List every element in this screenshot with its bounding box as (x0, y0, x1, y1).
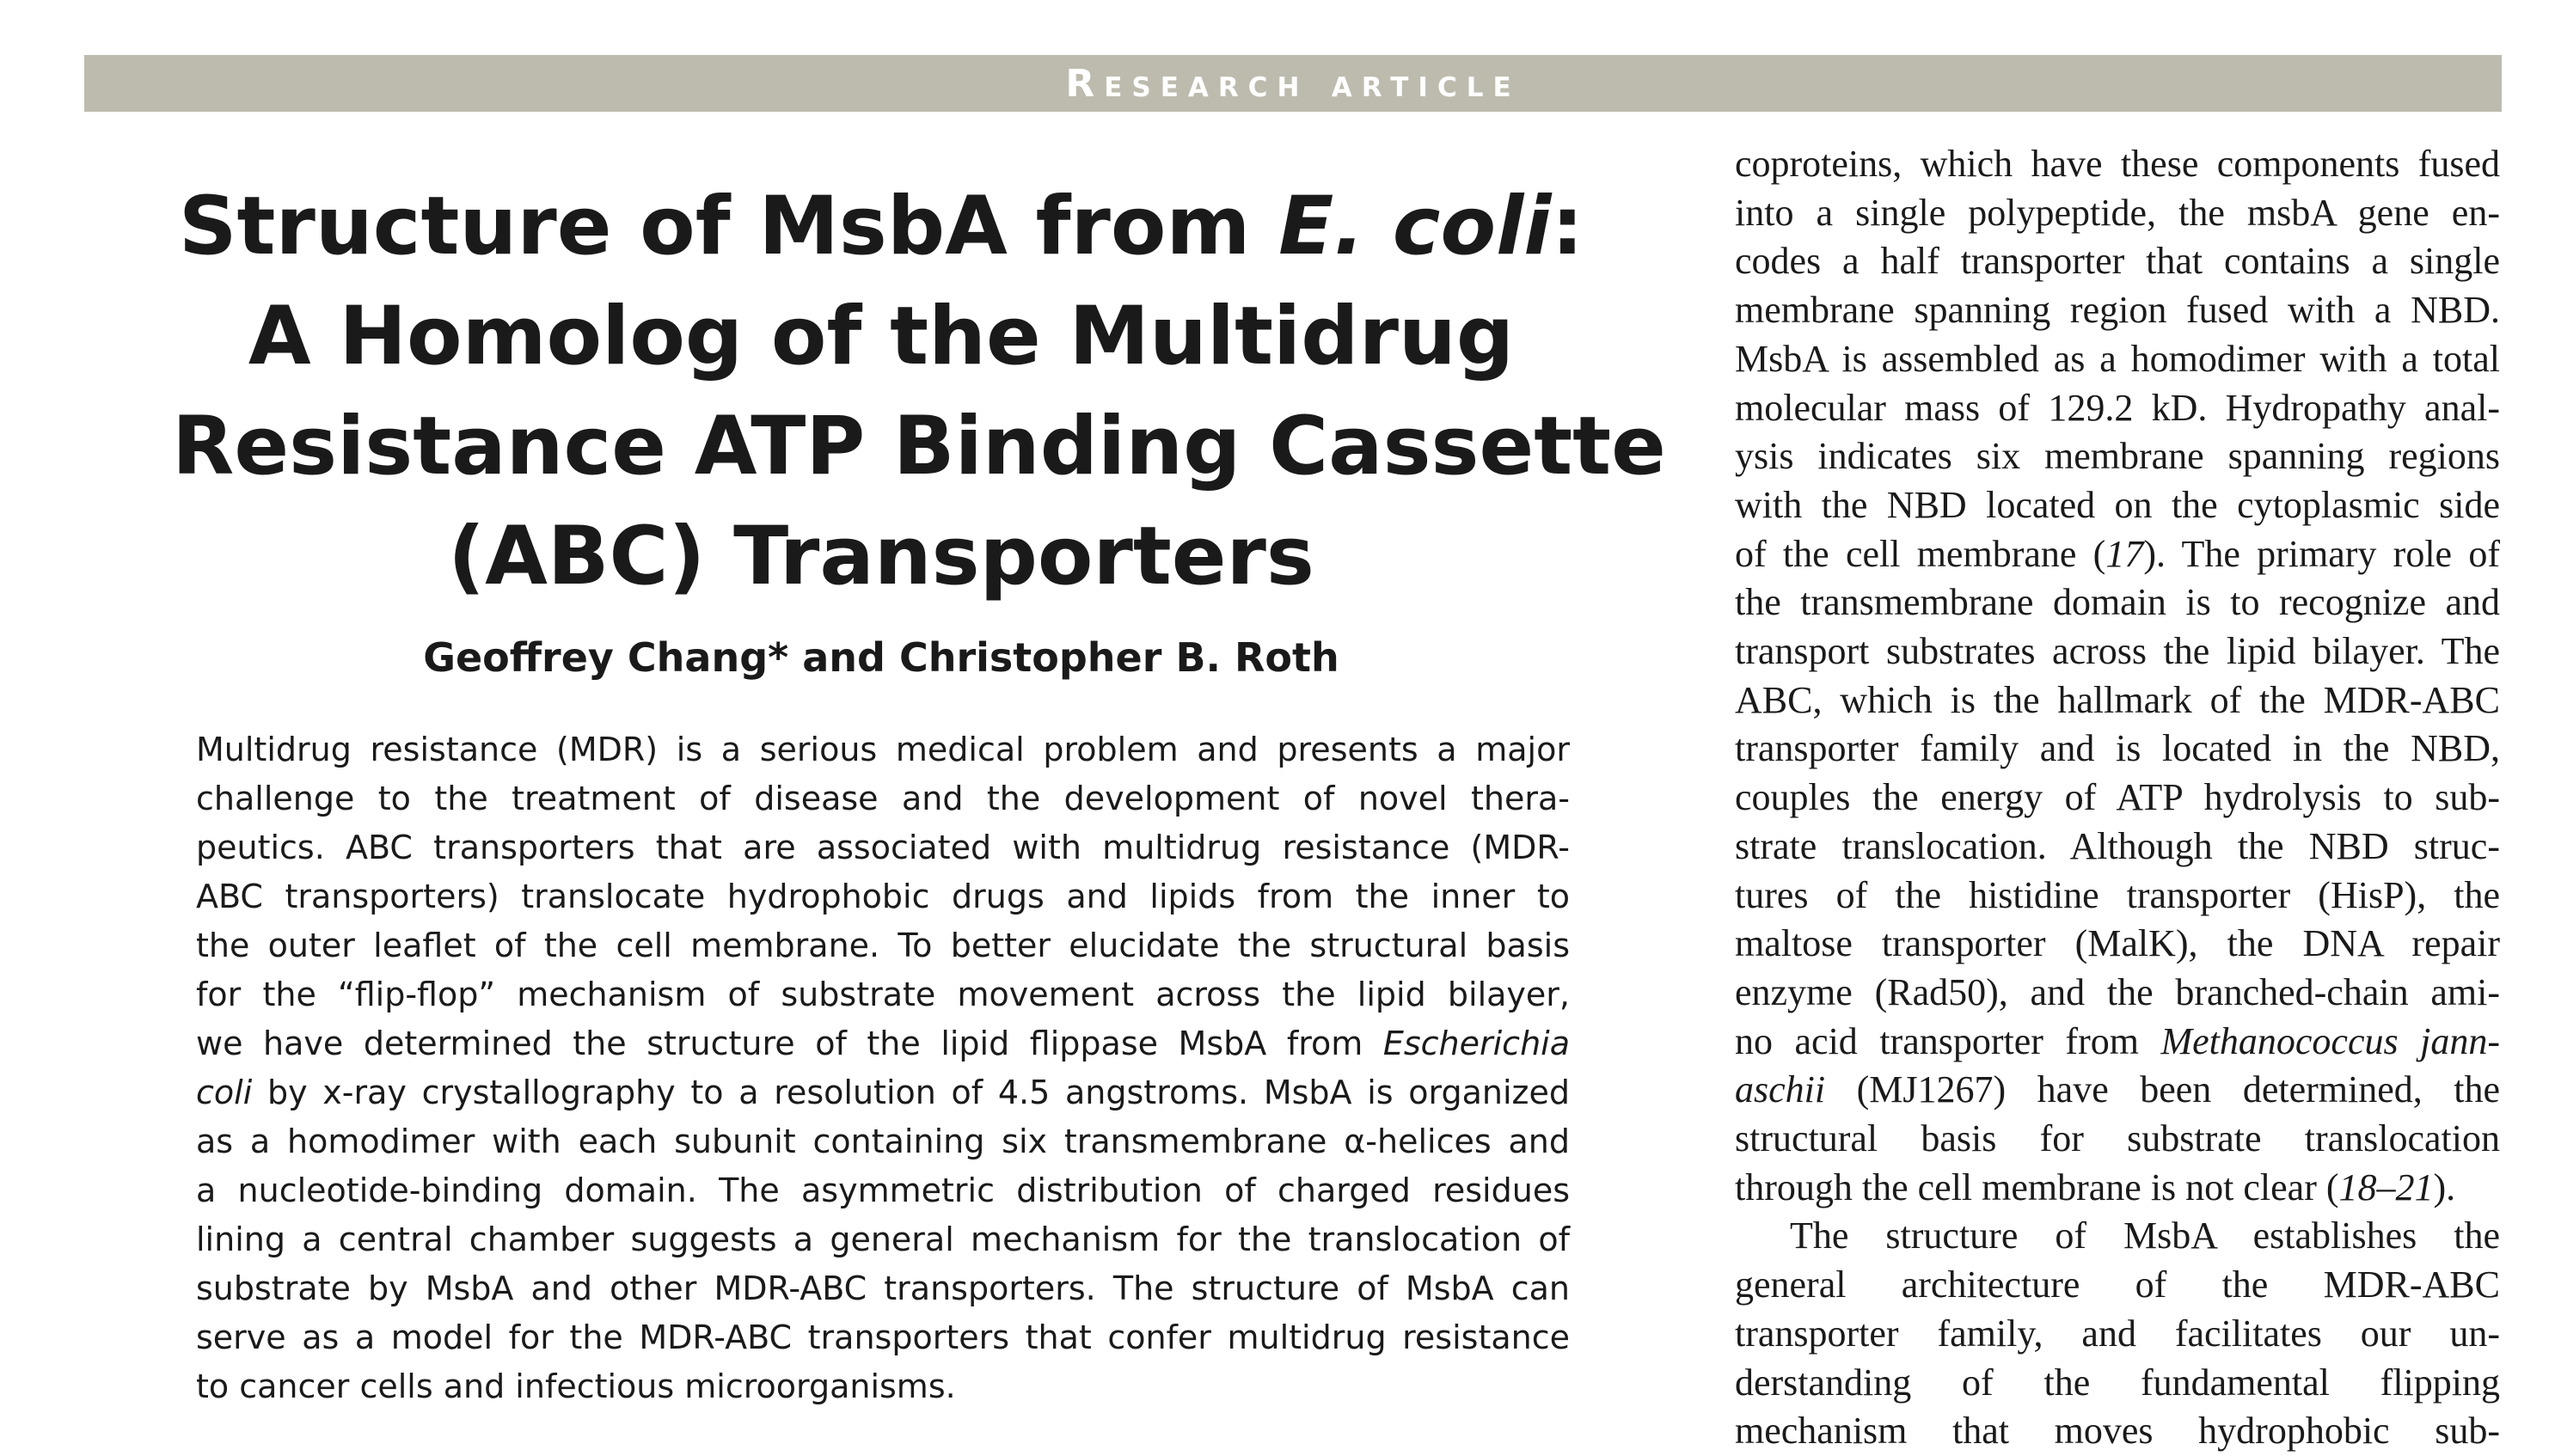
title-segment: : (1551, 180, 1584, 273)
text-segment: tures of the histidine transporter (HisP), the (1735, 873, 2500, 916)
text-segment: of the cell membrane ( (1735, 532, 2106, 575)
text-segment: structural basis for substrate translocation (1735, 1117, 2500, 1160)
text-segment: Multidrug resistance (MDR) is a serious medical problem and presents a major (196, 731, 1570, 768)
text-segment: through the cell membrane is not clear ( (1735, 1165, 2339, 1208)
body-line (1735, 1164, 2500, 1213)
abstract-line (196, 1264, 1570, 1313)
text-segment: molecular mass of 129.2 kD. Hydropathy anal- (1735, 386, 2500, 429)
text-segment: no acid transporter from (1735, 1019, 2161, 1062)
text-segment: into a single polypeptide, the msbA gene en- (1735, 191, 2500, 234)
section-label: Research article (1065, 61, 1521, 106)
italic-text: 17 (2105, 532, 2144, 575)
abstract-line (196, 1313, 1570, 1362)
text-segment: for the “flip-flop” mechanism of substrate movement across the lipid bilayer, (196, 976, 1570, 1013)
italic-text: Escherichia (1382, 1025, 1570, 1062)
body-line (1735, 1310, 2500, 1359)
body-line (1735, 1115, 2500, 1164)
abstract-line (196, 774, 1570, 823)
body-line (1735, 189, 2500, 238)
text-segment: mechanism that moves hydrophobic sub- (1735, 1410, 2500, 1453)
abstract-line (196, 1362, 1570, 1411)
body-line (1735, 432, 2500, 481)
title-line (172, 282, 1590, 392)
text-segment: codes a half transporter that contains a single (1735, 240, 2500, 283)
text-segment: ABC, which is the hallmark of the MDR-ABC (1735, 678, 2500, 721)
text-segment: general architecture of the MDR-ABC (1735, 1263, 2500, 1306)
text-segment: coproteins, which have these components fused (1735, 143, 2500, 185)
text-segment: transporter family and is located in the NBD, (1735, 727, 2500, 770)
body-line (1735, 1359, 2500, 1408)
body-line (1735, 969, 2500, 1018)
title-italic: E. coli (1278, 180, 1552, 273)
body-line (1735, 627, 2500, 676)
abstract-line (196, 725, 1570, 774)
text-segment: strate translocation. Although the NBD struc- (1735, 824, 2500, 867)
body-line (1735, 1018, 2500, 1067)
title-segment: Structure of MsbA from (178, 180, 1279, 273)
text-segment: ysis indicates six membrane spanning regions (1735, 435, 2500, 478)
article-title (172, 172, 1666, 612)
title-segment: (ABC) Transporters (448, 510, 1314, 603)
text-segment: challenge to the treatment of disease and the development of novel thera- (196, 780, 1570, 817)
body-line (1735, 920, 2500, 969)
abstract-line (196, 1117, 1570, 1166)
title-segment: A Homolog of the Multidrug (248, 290, 1515, 383)
text-segment: peutics. ABC transporters that are associated with multidrug resistance (MDR- (196, 829, 1570, 866)
italic-text: aschii (1735, 1068, 1826, 1111)
body-line (1735, 1066, 2500, 1115)
text-segment: the outer leaflet of the cell membrane. To better elucidate the structural basis (196, 927, 1570, 964)
text-segment: (MJ1267) have been determined, the (1825, 1068, 2500, 1111)
section-banner (84, 55, 2502, 112)
body-line (1735, 140, 2500, 189)
text-segment: transporter family, and facilitates our un- (1735, 1312, 2500, 1355)
body-line (1735, 1261, 2500, 1310)
text-segment: membrane spanning region fused with a NBD. (1735, 289, 2500, 332)
text-segment: with the NBD located on the cytoplasmic side (1735, 483, 2500, 526)
text-segment: couples the energy of ATP hydrolysis to sub- (1735, 776, 2500, 819)
body-line (1735, 1212, 2500, 1261)
text-segment: transport substrates across the lipid bilayer. The (1735, 630, 2500, 673)
text-segment: enzyme (Rad50), and the branched-chain ami- (1735, 970, 2500, 1013)
abstract-line (196, 1215, 1570, 1264)
abstract-line (196, 1019, 1570, 1068)
body-line (1735, 725, 2500, 774)
body-text-column (1735, 140, 2500, 1456)
abstract-line (196, 970, 1570, 1019)
abstract-line (196, 1166, 1570, 1215)
title-segment: Resistance ATP Binding Cassette (172, 400, 1666, 493)
text-segment: to cancer cells and infectious microorganisms. (196, 1367, 956, 1405)
text-segment: serve as a model for the MDR-ABC transporters that confer multidrug resistance (196, 1318, 1570, 1356)
title-line (172, 392, 1666, 502)
abstract-line (196, 872, 1570, 921)
italic-text: 18–21 (2338, 1165, 2434, 1208)
italic-text: coli (196, 1074, 253, 1111)
text-segment: by x-ray crystallography to a resolution of 4.5 angstroms. MsbA is organized (252, 1074, 1570, 1111)
title-line (172, 502, 1590, 612)
text-segment: the transmembrane domain is to recognize and (1735, 581, 2500, 624)
text-segment: ). (2433, 1165, 2456, 1208)
body-line (1735, 676, 2500, 725)
text-segment: maltose transporter (MalK), the DNA repair (1735, 922, 2500, 965)
abstract (196, 725, 1570, 1411)
body-line (1735, 481, 2500, 530)
text-segment: The structure of MsbA establishes the (1790, 1214, 2500, 1257)
body-line (1735, 384, 2500, 433)
text-segment: we have determined the structure of the lipid flippase MsbA from (196, 1025, 1383, 1062)
title-line (172, 172, 1590, 282)
body-line (1735, 774, 2500, 823)
body-line (1735, 578, 2500, 627)
text-segment: a nucleotide-binding domain. The asymmetric distribution of charged residues (196, 1172, 1570, 1209)
text-segment: lining a central chamber suggests a general mechanism for the translocation of (196, 1220, 1570, 1258)
text-segment: substrate by MsbA and other MDR-ABC transporters. The structure of MsbA can (196, 1269, 1570, 1307)
abstract-line (196, 823, 1570, 872)
article-authors: Geoffrey Chang* and Christopher B. Roth (423, 634, 1339, 681)
abstract-line (196, 1068, 1570, 1117)
body-line (1735, 286, 2500, 335)
body-line (1735, 530, 2500, 579)
body-line (1735, 237, 2500, 286)
body-line (1735, 823, 2500, 872)
body-line (1735, 872, 2500, 921)
text-segment: derstanding of the fundamental flipping (1735, 1361, 2500, 1404)
abstract-line (196, 921, 1570, 970)
text-segment: MsbA is assembled as a homodimer with a total (1735, 337, 2500, 380)
body-line (1735, 1407, 2500, 1456)
italic-text: Methanococcus jann- (2160, 1019, 2500, 1062)
text-segment: ). The primary role of (2143, 532, 2500, 575)
text-segment: as a homodimer with each subunit containing six transmembrane α-helices and (196, 1123, 1570, 1160)
body-line (1735, 335, 2500, 384)
text-segment: ABC transporters) translocate hydrophobic drugs and lipids from the inner to (196, 878, 1570, 915)
